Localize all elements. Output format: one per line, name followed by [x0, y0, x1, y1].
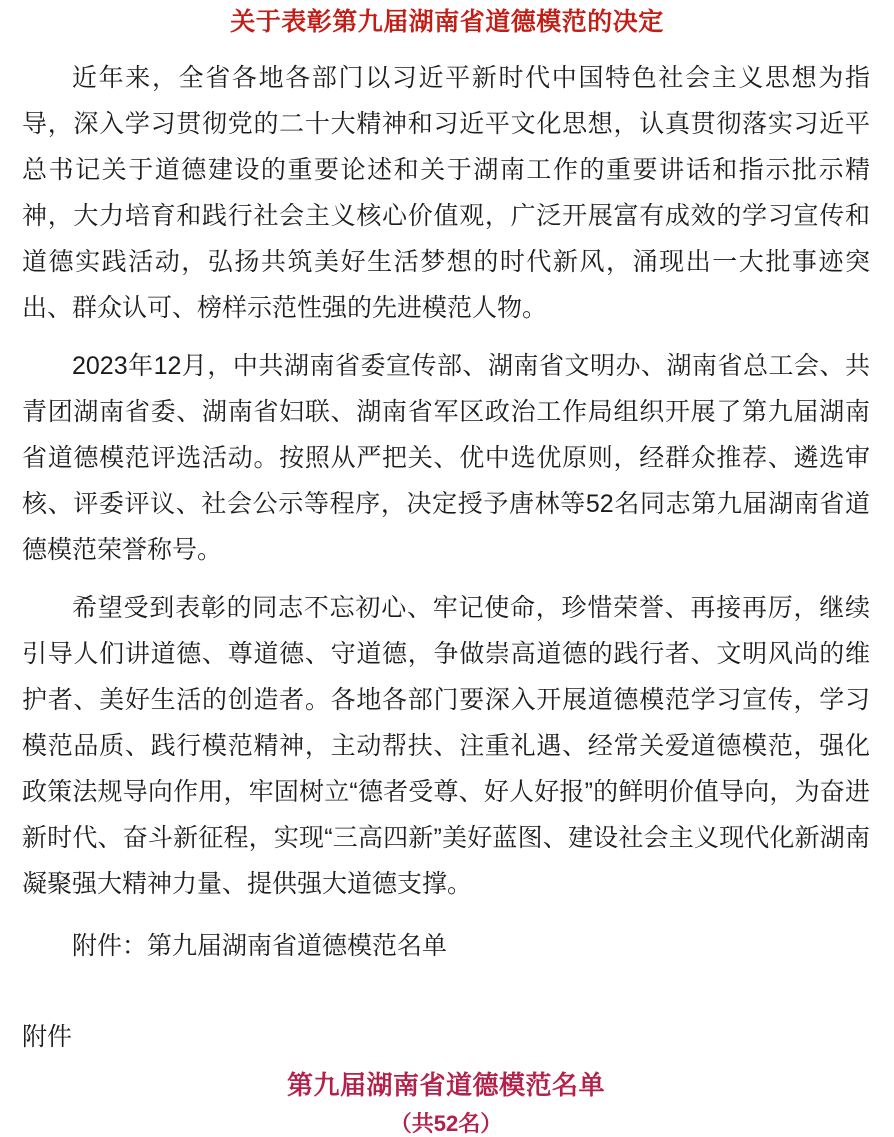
attachment-label: 附件 [22, 1023, 73, 1051]
paragraph-1: 近年来，全省各地各部门以习近平新时代中国特色社会主义思想为指导，深入学习贯彻党的二十大精神和习近平文化思想，认真贯彻落实习近平总书记关于道德建设的重要论述和关于湖南工作的重要讲话和指示批示精神，大力培育和践行社会主义核心价值观，广泛开展富有成效的学习宣传和道德实践活动，弘扬共筑美好生活梦想的时代新风，涌现出一大批事迹突出、群众认可、榜样示范性强的先进模范人物。 [22, 64, 870, 322]
page-title: 关于表彰第九届湖南省道德模范的决定 [230, 8, 664, 36]
attachment-reference: 附件：第九届湖南省道德模范名单 [72, 932, 448, 960]
paragraph-3: 希望受到表彰的同志不忘初心、牢记使命，珍惜荣誉、再接再厉，继续引导人们讲道德、尊道德、守道德，争做崇高道德的践行者、文明风尚的维护者、美好生活的创造者。各地各部门要深入开展道德模范学习宣传，学习模范品质、践行模范精神，主动帮扶、注重礼遇、经常关爱道德模范，强化政策法规导向作用，牢固树立“德者受尊、好人好报”的鲜明价值导向，为奋进新时代、奋斗新征程，实现“三高四新”美好蓝图、建设社会主义现代化新湖南凝聚强大精神力量、提供强大道德支撑。 [22, 594, 870, 898]
attachment-count: （共52名） [389, 1110, 503, 1136]
document-body [0, 55, 894, 1137]
paragraph-2: 2023年12月，中共湖南省委宣传部、湖南省文明办、湖南省总工会、共青团湖南省委、湖南省妇联、湖南省军区政治工作局组织开展了第九届湖南省道德模范评选活动。按照从严把关、优中选优原则，经群众推荐、遴选审核、评委评议、社会公示等程序，决定授予唐林等52名同志第九届湖南省道德模范荣誉称号。 [22, 352, 870, 564]
attachment-title: 第九届湖南省道德模范名单 [286, 1070, 605, 1100]
